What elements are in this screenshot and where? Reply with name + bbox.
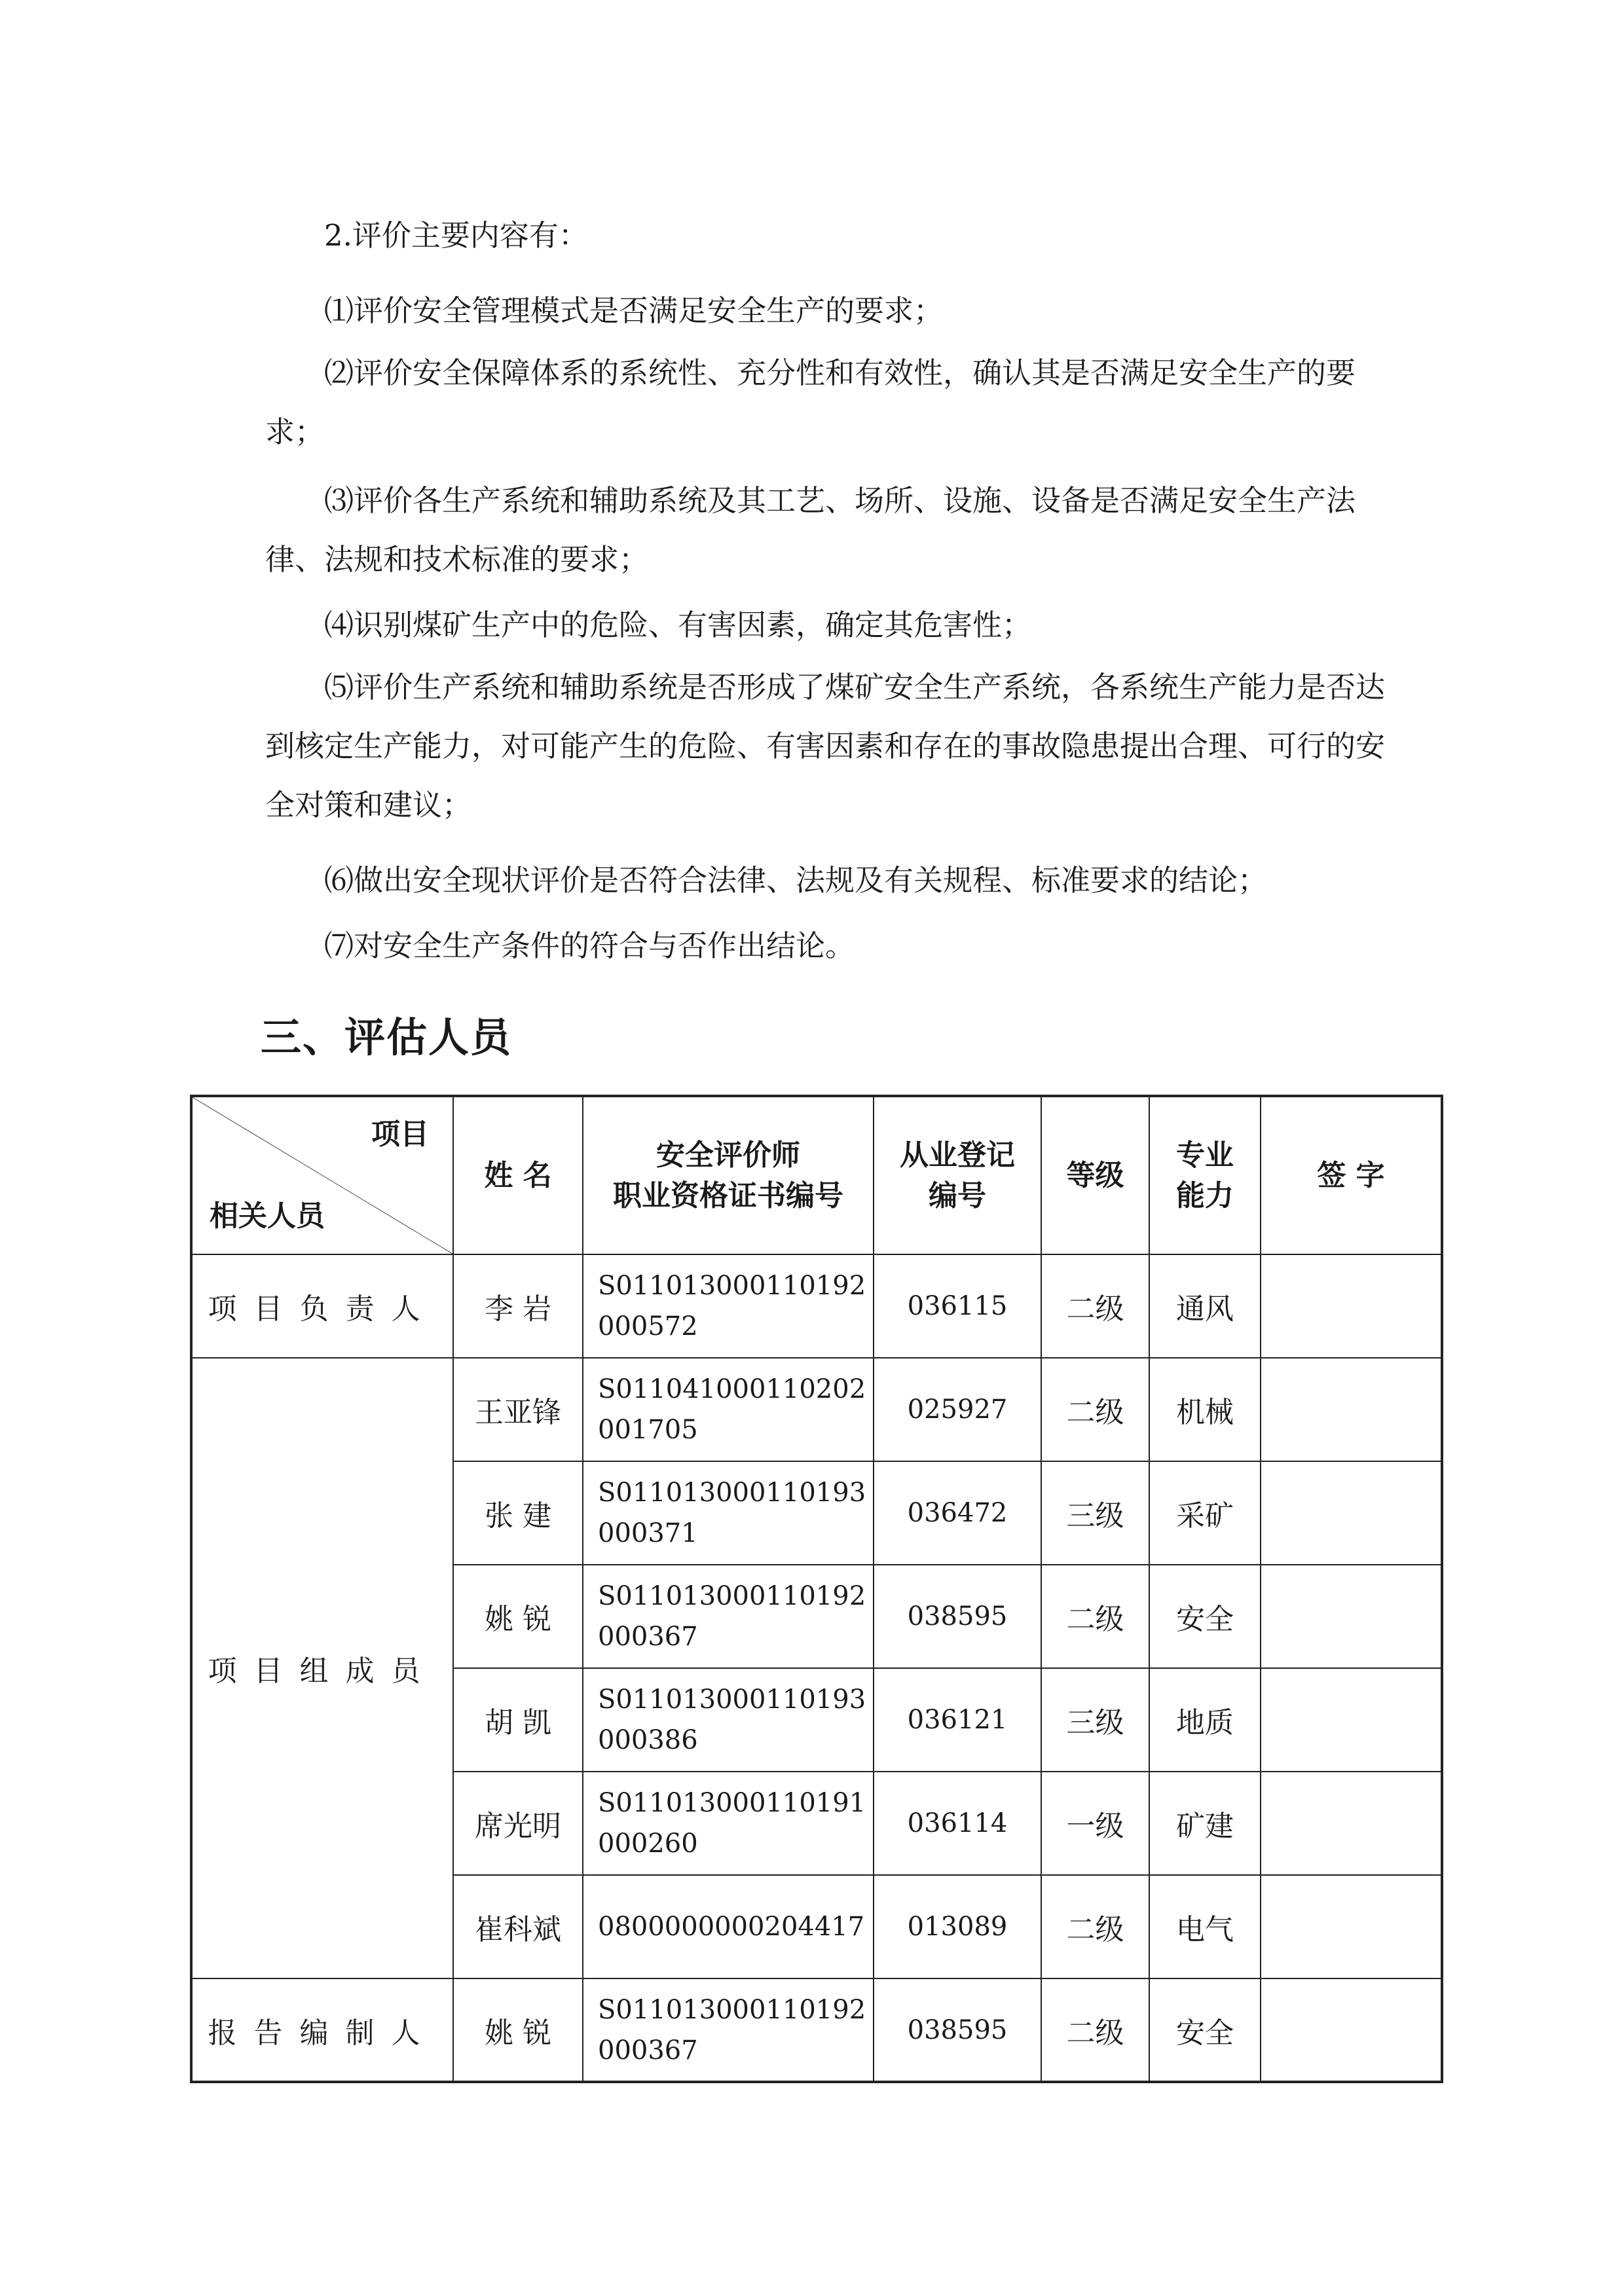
cell-level: 三级 (1041, 1461, 1149, 1565)
header-diag-bottom: 相关人员 (210, 1199, 325, 1233)
cell-reg: 036472 (874, 1461, 1041, 1565)
table-row (191, 1254, 1442, 1358)
role-members: 项目组成员 (191, 1358, 453, 1978)
cell-signature (1261, 1875, 1442, 1978)
cell-reg: 038595 (874, 1978, 1041, 2082)
cell-ability: 安全 (1149, 1978, 1261, 2082)
cell-cert: S011013000110192000572 (583, 1254, 874, 1358)
item-4: ⑷识别煤矿生产中的危险、有害因素，确定其危害性； (324, 608, 1032, 642)
item-2: ⑵评价安全保障体系的系统性、充分性和有效性，确认其是否满足安全生产的要求； (265, 355, 1356, 449)
header-name: 姓 名 (453, 1096, 583, 1254)
header-diagonal-cell (191, 1096, 453, 1254)
cell-reg: 036115 (874, 1254, 1041, 1358)
cell-reg: 036121 (874, 1668, 1041, 1772)
cell-ability: 采矿 (1149, 1461, 1261, 1565)
cell-level: 二级 (1041, 1358, 1149, 1461)
cell-level: 二级 (1041, 1565, 1149, 1668)
cell-ability: 地质 (1149, 1668, 1261, 1772)
cell-reg: 013089 (874, 1875, 1041, 1978)
cell-cert: S011013000110192000367 (583, 1565, 874, 1668)
cell-cert: S011013000110192000367 (583, 1978, 874, 2082)
header-cert (583, 1096, 874, 1254)
header-diag-top: 项目 (371, 1118, 429, 1151)
header-reg-line2: 编号 (929, 1178, 986, 1212)
staff-table (190, 1095, 1443, 2083)
cell-name: 胡 凯 (453, 1668, 583, 1772)
section-heading: 三、评估人员 (261, 1013, 513, 1061)
table-header-row (191, 1096, 1442, 1254)
table-row (191, 1978, 1442, 2082)
header-cert-line1: 安全评价师 (656, 1138, 800, 1172)
cell-signature (1261, 1254, 1442, 1358)
cell-cert: S011013000110193000371 (583, 1461, 874, 1565)
cell-signature (1261, 1772, 1442, 1875)
cell-signature (1261, 1978, 1442, 2082)
cell-signature (1261, 1358, 1442, 1461)
cell-level: 三级 (1041, 1668, 1149, 1772)
item-1: ⑴评价安全管理模式是否满足安全生产的要求； (324, 293, 944, 328)
cell-cert: 0800000000204417 (583, 1875, 874, 1978)
cell-ability: 安全 (1149, 1565, 1261, 1668)
intro-line: 2.评价主要内容有： (324, 218, 588, 253)
cell-signature (1261, 1461, 1442, 1565)
cell-signature (1261, 1668, 1442, 1772)
cell-cert: S011013000110193000386 (583, 1668, 874, 1772)
cell-level: 二级 (1041, 1254, 1149, 1358)
cell-name: 李 岩 (453, 1254, 583, 1358)
item-6: ⑹做出安全现状评价是否符合法律、法规及有关规程、标准要求的结论； (324, 863, 1268, 898)
cell-ability: 电气 (1149, 1875, 1261, 1978)
cell-cert: S011013000110191000260 (583, 1772, 874, 1875)
header-ability-line2: 能力 (1176, 1178, 1234, 1212)
cell-level: 二级 (1041, 1875, 1149, 1978)
header-cert-line2: 职业资格证书编号 (613, 1178, 843, 1212)
role-leader: 项目负责人 (191, 1254, 453, 1358)
role-writer: 报告编制人 (191, 1978, 453, 2082)
cell-reg: 038595 (874, 1565, 1041, 1668)
item-5: ⑸评价生产系统和辅助系统是否形成了煤矿安全生产系统，各系统生产能力是否达到核定生产能力，对可能产生的危险、有害因素和存在的事故隐患提出合理、可行的安全对策和建议； (265, 670, 1386, 822)
item-7: ⑺对安全生产条件的符合与否作出结论。 (324, 928, 855, 963)
cell-ability: 通风 (1149, 1254, 1261, 1358)
cell-cert: S011041000110202001705 (583, 1358, 874, 1461)
cell-ability: 矿建 (1149, 1772, 1261, 1875)
header-reg-line1: 从业登记 (900, 1138, 1015, 1172)
header-signature: 签 字 (1261, 1096, 1442, 1254)
cell-name: 席光明 (453, 1772, 583, 1875)
header-ability-line1: 专业 (1176, 1138, 1234, 1172)
header-ability (1149, 1096, 1261, 1254)
cell-name: 崔科斌 (453, 1875, 583, 1978)
table-row (191, 1358, 1442, 1461)
cell-reg: 036114 (874, 1772, 1041, 1875)
header-reg (874, 1096, 1041, 1254)
cell-reg: 025927 (874, 1358, 1041, 1461)
cell-level: 一级 (1041, 1772, 1149, 1875)
header-level: 等级 (1041, 1096, 1149, 1254)
item-3: ⑶评价各生产系统和辅助系统及其工艺、场所、设施、设备是否满足安全生产法律、法规和技术标准的要求； (265, 483, 1356, 577)
cell-name: 王亚锋 (453, 1358, 583, 1461)
cell-name: 姚 锐 (453, 1978, 583, 2082)
cell-name: 张 建 (453, 1461, 583, 1565)
cell-level: 二级 (1041, 1978, 1149, 2082)
cell-name: 姚 锐 (453, 1565, 583, 1668)
cell-ability: 机械 (1149, 1358, 1261, 1461)
cell-signature (1261, 1565, 1442, 1668)
